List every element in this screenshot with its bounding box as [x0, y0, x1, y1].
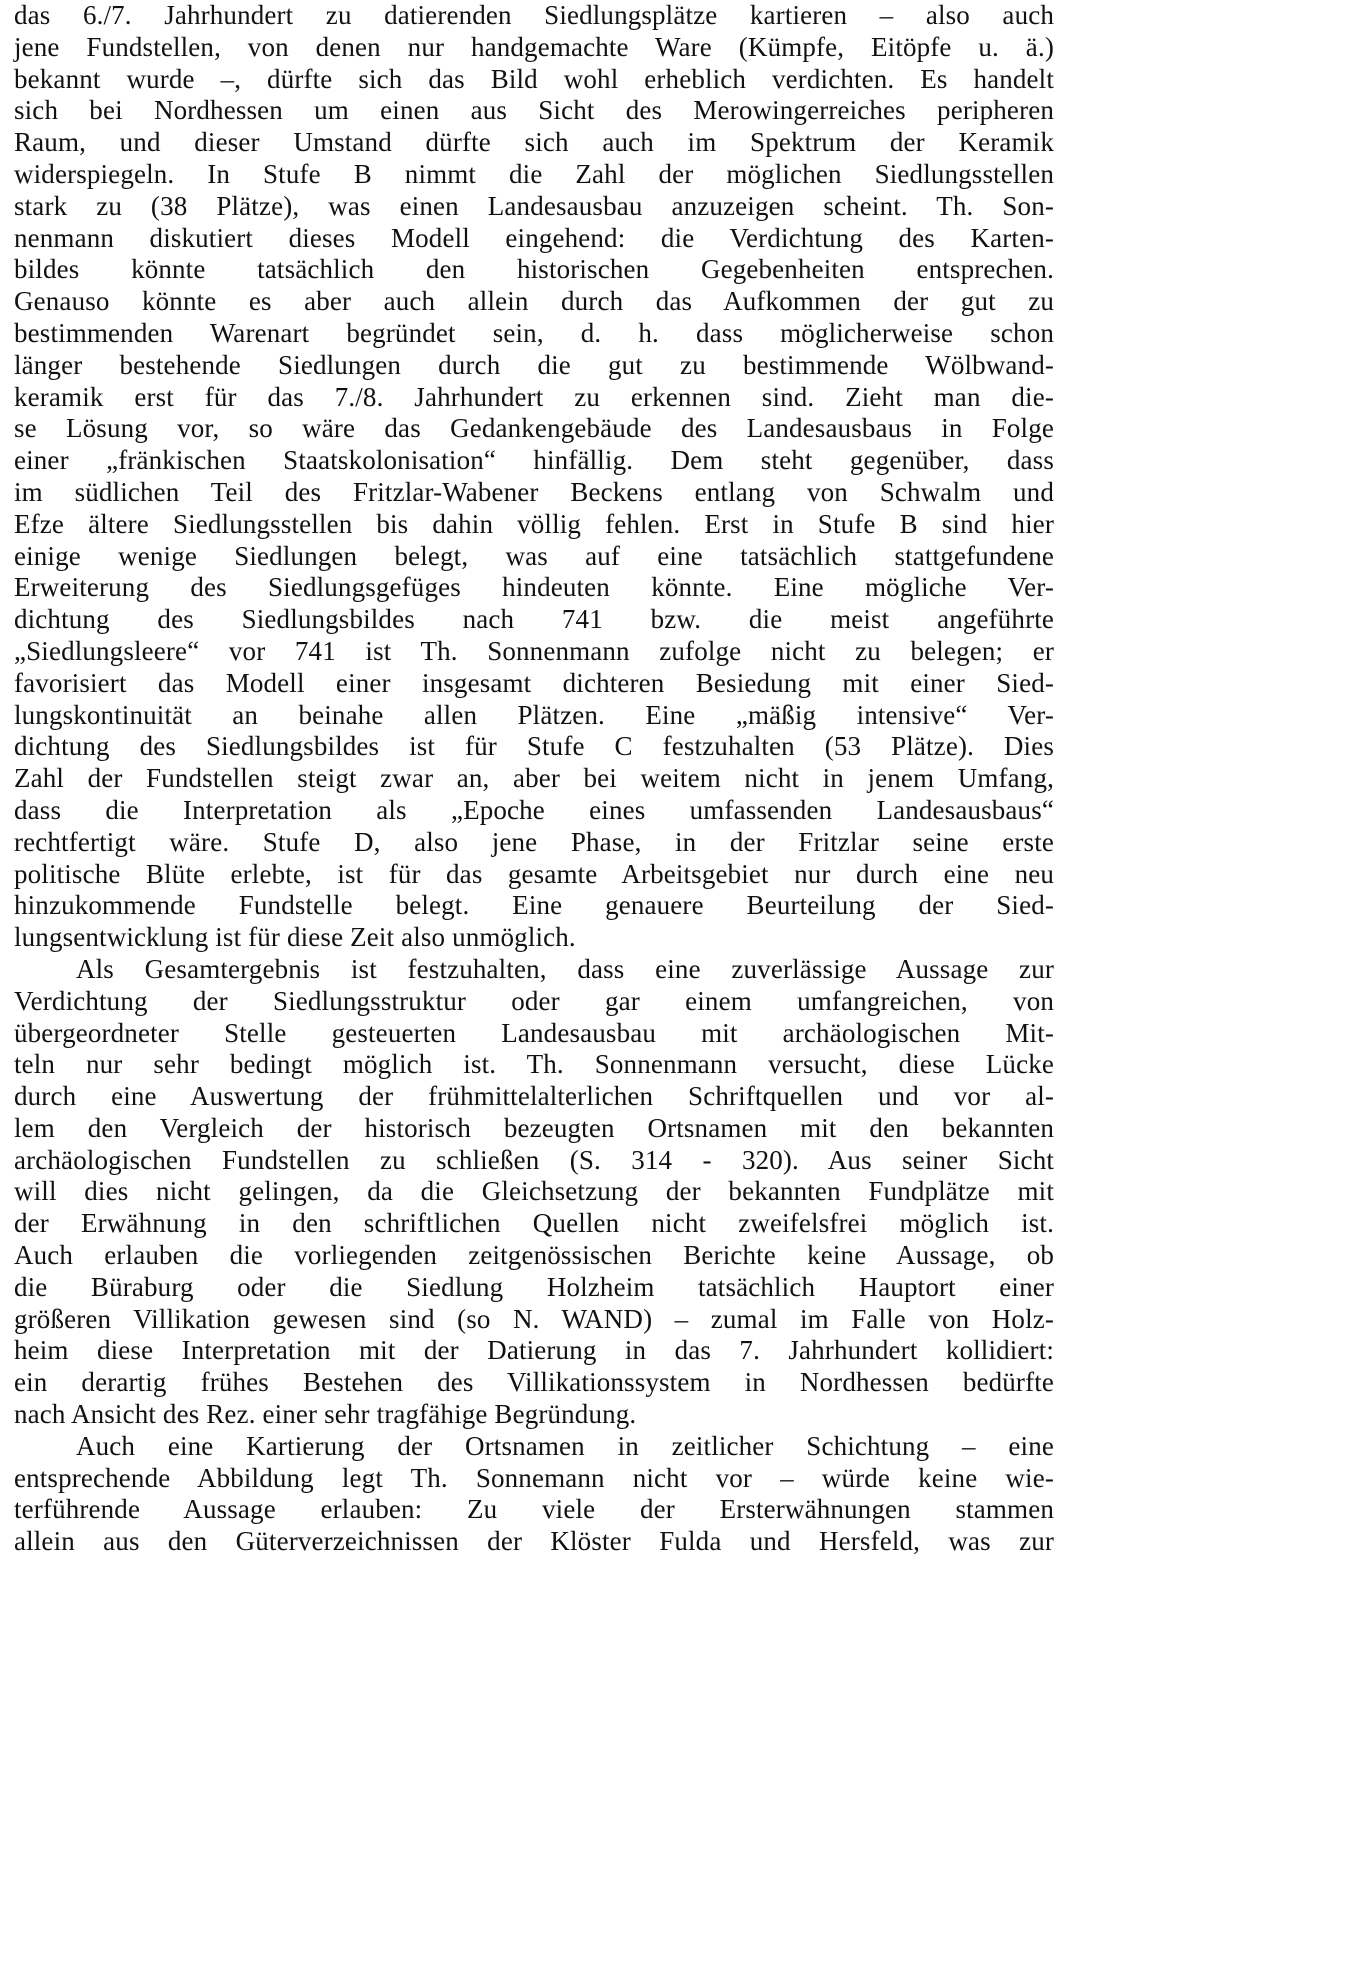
text-line: politische Blüte erlebte, ist für das gesamte Arbeitsgebiet nur durch eine neu: [14, 858, 1054, 889]
text-line: das 6./7. Jahrhundert zu datierenden Siedlungsplätze kartieren – also auch: [14, 0, 1054, 30]
text-line: übergeordneter Stelle gesteuerten Landesausbau mit archäologischen Mit-: [14, 1017, 1054, 1048]
text-line: Genauso könnte es aber auch allein durch das Aufkommen der gut zu: [14, 286, 1054, 317]
text-line: will dies nicht gelingen, da die Gleichsetzung der bekannten Fundplätze mit: [14, 1176, 1054, 1207]
document-page: [14, 0, 1054, 1558]
paragraph-1: [14, 0, 1054, 954]
text-line: hinzukommende Fundstelle belegt. Eine genauere Beurteilung der Sied-: [14, 890, 1054, 921]
text-line: se Lösung vor, so wäre das Gedankengebäude des Landesausbaus in Folge: [14, 413, 1054, 444]
text-line: lungskontinuität an beinahe allen Plätzen. Eine „mäßig intensive“ Ver-: [14, 699, 1054, 730]
text-line: im südlichen Teil des Fritzlar-Wabener Beckens entlang von Schwalm und: [14, 476, 1054, 507]
text-line: nenmann diskutiert dieses Modell eingehend: die Verdichtung des Karten-: [14, 222, 1054, 253]
text-line: durch eine Auswertung der frühmittelalterlichen Schriftquellen und vor al-: [14, 1081, 1054, 1112]
text-line: nach Ansicht des Rez. einer sehr tragfähige Begründung.: [14, 1399, 637, 1430]
text-line: favorisiert das Modell einer insgesamt dichteren Besiedung mit einer Sied-: [14, 667, 1054, 698]
text-line: Erweiterung des Siedlungsgefüges hindeuten könnte. Eine mögliche Ver-: [14, 572, 1054, 603]
text-line: der Erwähnung in den schriftlichen Quellen nicht zweifelsfrei möglich ist.: [14, 1208, 1054, 1239]
text-line: archäologischen Fundstellen zu schließen (S. 314 - 320). Aus seiner Sicht: [14, 1144, 1054, 1175]
text-line: Auch erlauben die vorliegenden zeitgenössischen Berichte keine Aussage, ob: [14, 1240, 1054, 1271]
text-line: entsprechende Abbildung legt Th. Sonnemann nicht vor – würde keine wie-: [14, 1462, 1054, 1493]
text-line: bestimmenden Warenart begründet sein, d. h. dass möglicherweise schon: [14, 317, 1054, 348]
text-line: lem den Vergleich der historisch bezeugten Ortsnamen mit den bekannten: [14, 1112, 1054, 1143]
text-line: terführende Aussage erlauben: Zu viele der Ersterwähnungen stammen: [14, 1494, 1054, 1525]
text-line: Zahl der Fundstellen steigt zwar an, aber bei weitem nicht in jenem Umfang,: [14, 763, 1054, 794]
text-line: ein derartig frühes Bestehen des Villikationssystem in Nordhessen bedürfte: [14, 1367, 1054, 1398]
text-line: teln nur sehr bedingt möglich ist. Th. Sonnenmann versucht, diese Lücke: [14, 1049, 1054, 1080]
text-line: Als Gesamtergebnis ist festzuhalten, dass eine zuverlässige Aussage zur: [76, 953, 1054, 984]
text-line: Efze ältere Siedlungsstellen bis dahin völlig fehlen. Erst in Stufe B sind hier: [14, 508, 1054, 539]
text-line: einer „fränkischen Staatskolonisation“ hinfällig. Dem steht gegenüber, dass: [14, 445, 1054, 476]
text-line: länger bestehende Siedlungen durch die gut zu bestimmende Wölbwand-: [14, 349, 1054, 380]
text-line: dass die Interpretation als „Epoche eines umfassenden Landesausbaus“: [14, 794, 1054, 825]
text-line: heim diese Interpretation mit der Datierung in das 7. Jahrhundert kollidiert:: [14, 1335, 1054, 1366]
text-line: allein aus den Güterverzeichnissen der Klöster Fulda und Hersfeld, was zur: [14, 1526, 1054, 1557]
text-line: die Büraburg oder die Siedlung Holzheim tatsächlich Hauptort einer: [14, 1271, 1054, 1302]
paragraph-2: [14, 954, 1054, 1431]
text-line: dichtung des Siedlungsbildes nach 741 bzw. die meist angeführte: [14, 604, 1054, 635]
text-line: widerspiegeln. In Stufe B nimmt die Zahl der möglichen Siedlungsstellen: [14, 158, 1054, 189]
paragraph-3: [14, 1431, 1054, 1558]
text-line: einige wenige Siedlungen belegt, was auf eine tatsächlich stattgefundene: [14, 540, 1054, 571]
text-line: sich bei Nordhessen um einen aus Sicht des Merowingerreiches peripheren: [14, 95, 1054, 126]
text-line: bildes könnte tatsächlich den historischen Gegebenheiten entsprechen.: [14, 254, 1054, 285]
text-line: Verdichtung der Siedlungsstruktur oder gar einem umfangreichen, von: [14, 985, 1054, 1016]
text-line: jene Fundstellen, von denen nur handgemachte Ware (Kümpfe, Eitöpfe u. ä.): [14, 31, 1054, 62]
text-line: keramik erst für das 7./8. Jahrhundert zu erkennen sind. Zieht man die-: [14, 381, 1054, 412]
text-line: „Siedlungsleere“ vor 741 ist Th. Sonnenmann zufolge nicht zu belegen; er: [14, 635, 1054, 666]
text-line: bekannt wurde –, dürfte sich das Bild wohl erheblich verdichten. Es handelt: [14, 63, 1054, 94]
text-line: stark zu (38 Plätze), was einen Landesausbau anzuzeigen scheint. Th. Son-: [14, 190, 1054, 221]
text-line: Raum, und dieser Umstand dürfte sich auch im Spektrum der Keramik: [14, 127, 1054, 158]
text-line: Auch eine Kartierung der Ortsnamen in zeitlicher Schichtung – eine: [76, 1430, 1054, 1461]
text-line: dichtung des Siedlungsbildes ist für Stufe C festzuhalten (53 Plätze). Dies: [14, 731, 1054, 762]
text-line: lungsentwicklung ist für diese Zeit also unmöglich.: [14, 922, 576, 953]
text-line: rechtfertigt wäre. Stufe D, also jene Phase, in der Fritzlar seine erste: [14, 826, 1054, 857]
text-line: größeren Villikation gewesen sind (so N. WAND) – zumal im Falle von Holz-: [14, 1303, 1054, 1334]
